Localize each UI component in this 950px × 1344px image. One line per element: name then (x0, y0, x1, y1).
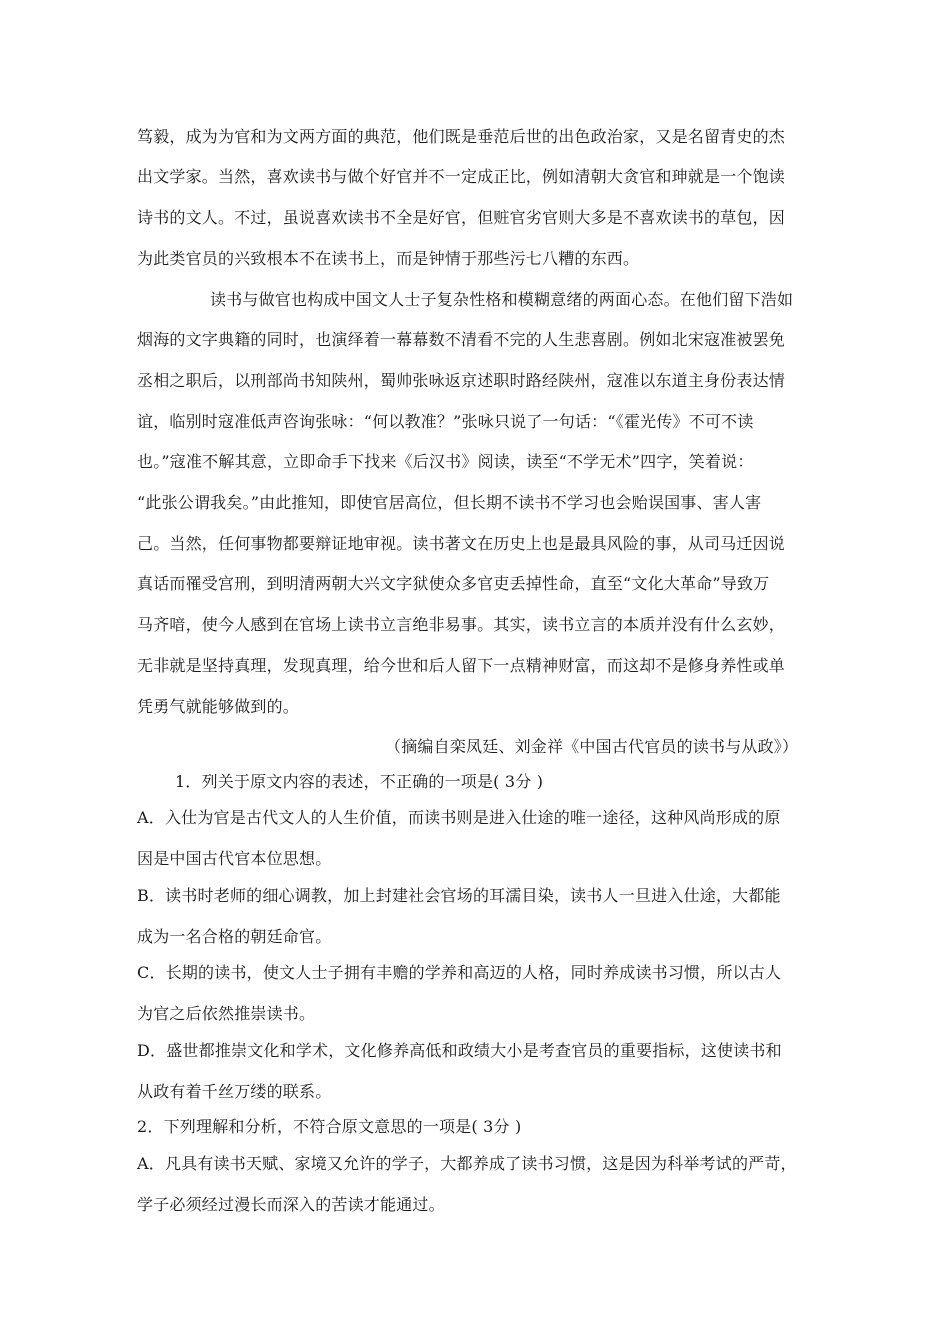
paragraph1-line: 诗书的文人。不过，虽说喜欢读书不全是好官，但赃官劣官则大多是不喜欢读书的草包，因 (137, 208, 786, 227)
question-1-option-d-cont: 从政有着千丝万缕的联系。 (137, 1082, 332, 1101)
paragraph2-line: 凭勇气就能够做到的。 (137, 697, 300, 716)
paragraph1-line: 为此类官员的兴致根本不在读书上，而是钟情于那些污七八糟的东西。 (137, 249, 640, 268)
paragraph1-line: 出文学家。当然，喜欢读书与做个好官并不一定成正比，例如清朝大贪官和珅就是一个饱读 (137, 167, 786, 186)
paragraph2-line: 也。”寇准不解其意，立即命手下找来《后汉书》阅读，读至“不学无术”四字，笑着说： (137, 452, 754, 471)
paragraph2-line: 谊，临别时寇准低声咨询张咏：“何以教准？”张咏只说了一句话：“《霍光传》不可不读 (137, 412, 754, 431)
paragraph2-line: 马齐喑，使今人感到在官场上读书立言绝非易事。其实，读书立言的本质并没有什么玄妙， (137, 615, 786, 634)
question-1-option-c-cont: 为官之后依然推崇读书。 (137, 1004, 316, 1023)
question-2-stem: 2．下列理解和分析，不符合原文意思的一项是( 3分 ) (137, 1117, 522, 1136)
paragraph2-line: 烟海的文字典籍的同时，也演绎着一幕幕数不清看不完的人生悲喜剧。例如北宋寇准被罢免 (137, 330, 786, 349)
question-1-option-b-cont: 成为一名合格的朝廷命官。 (137, 927, 332, 946)
question-1-option-a: A．入仕为官是古代文人的人生价值，而读书则是进入仕途的唯一途径，这种风尚形成的原 (137, 808, 781, 827)
paragraph2-line: 丞相之职后，以刑部尚书知陕州，蜀帅张咏返京述职时路经陕州，寇准以东道主身份表达情 (137, 371, 786, 390)
question-2-option-a: A．凡具有读书天赋、家境又允许的学子，大都养成了读书习惯，这是因为科举考试的严苛， (137, 1154, 797, 1173)
source-citation: （摘编自栾凤廷、刘金祥《中国古代官员的读书与从政》） (385, 737, 799, 756)
paragraph2-line: 无非就是坚持真理，发现真理，给今世和后人留下一点精神财富，而这却不是修身养性或单 (137, 656, 786, 675)
paragraph2-line: 读书与做官也构成中国文人士子复杂性格和模糊意绪的两面心态。在他们留下浩如 (210, 290, 794, 309)
paragraph1-line: 笃毅，成为为官和为文两方面的典范，他们既是垂范后世的出色政治家，又是名留青史的杰 (137, 127, 786, 146)
paragraph2-line: 己。当然，任何事物都要辩证地审视。读书著文在历史上也是最具风险的事，从司马迁因说 (137, 534, 786, 553)
question-1-option-c: C．长期的读书，使文人士子拥有丰赡的学养和高迈的人格，同时养成读书习惯，所以古人 (137, 963, 782, 982)
paragraph2-line: “此张公谓我矣。”由此推知，即使官居高位，但长期不读书不学习也会贻误国事、害人害 (137, 493, 762, 512)
question-1-option-d: D．盛世都推崇文化和学术，文化修养高低和政绩大小是考查官员的重要指标，这使读书和 (137, 1041, 782, 1060)
question-1-option-b: B．读书时老师的细心调教，加上封建社会官场的耳濡目染，读书人一旦进入仕途，大都能 (137, 886, 781, 905)
paragraph2-line: 真话而罹受宫刑，到明清两朝大兴文字狱使众多官吏丢掉性命，直至“文化大革命”导致万 (137, 574, 770, 593)
question-2-option-a-cont: 学子必须经过漫长而深入的苦读才能通过。 (137, 1195, 445, 1214)
question-1-option-a-cont: 因是中国古代官本位思想。 (137, 849, 332, 868)
question-1-stem: 1．列关于原文内容的表述，不正确的一项是( 3分 ) (175, 772, 544, 791)
